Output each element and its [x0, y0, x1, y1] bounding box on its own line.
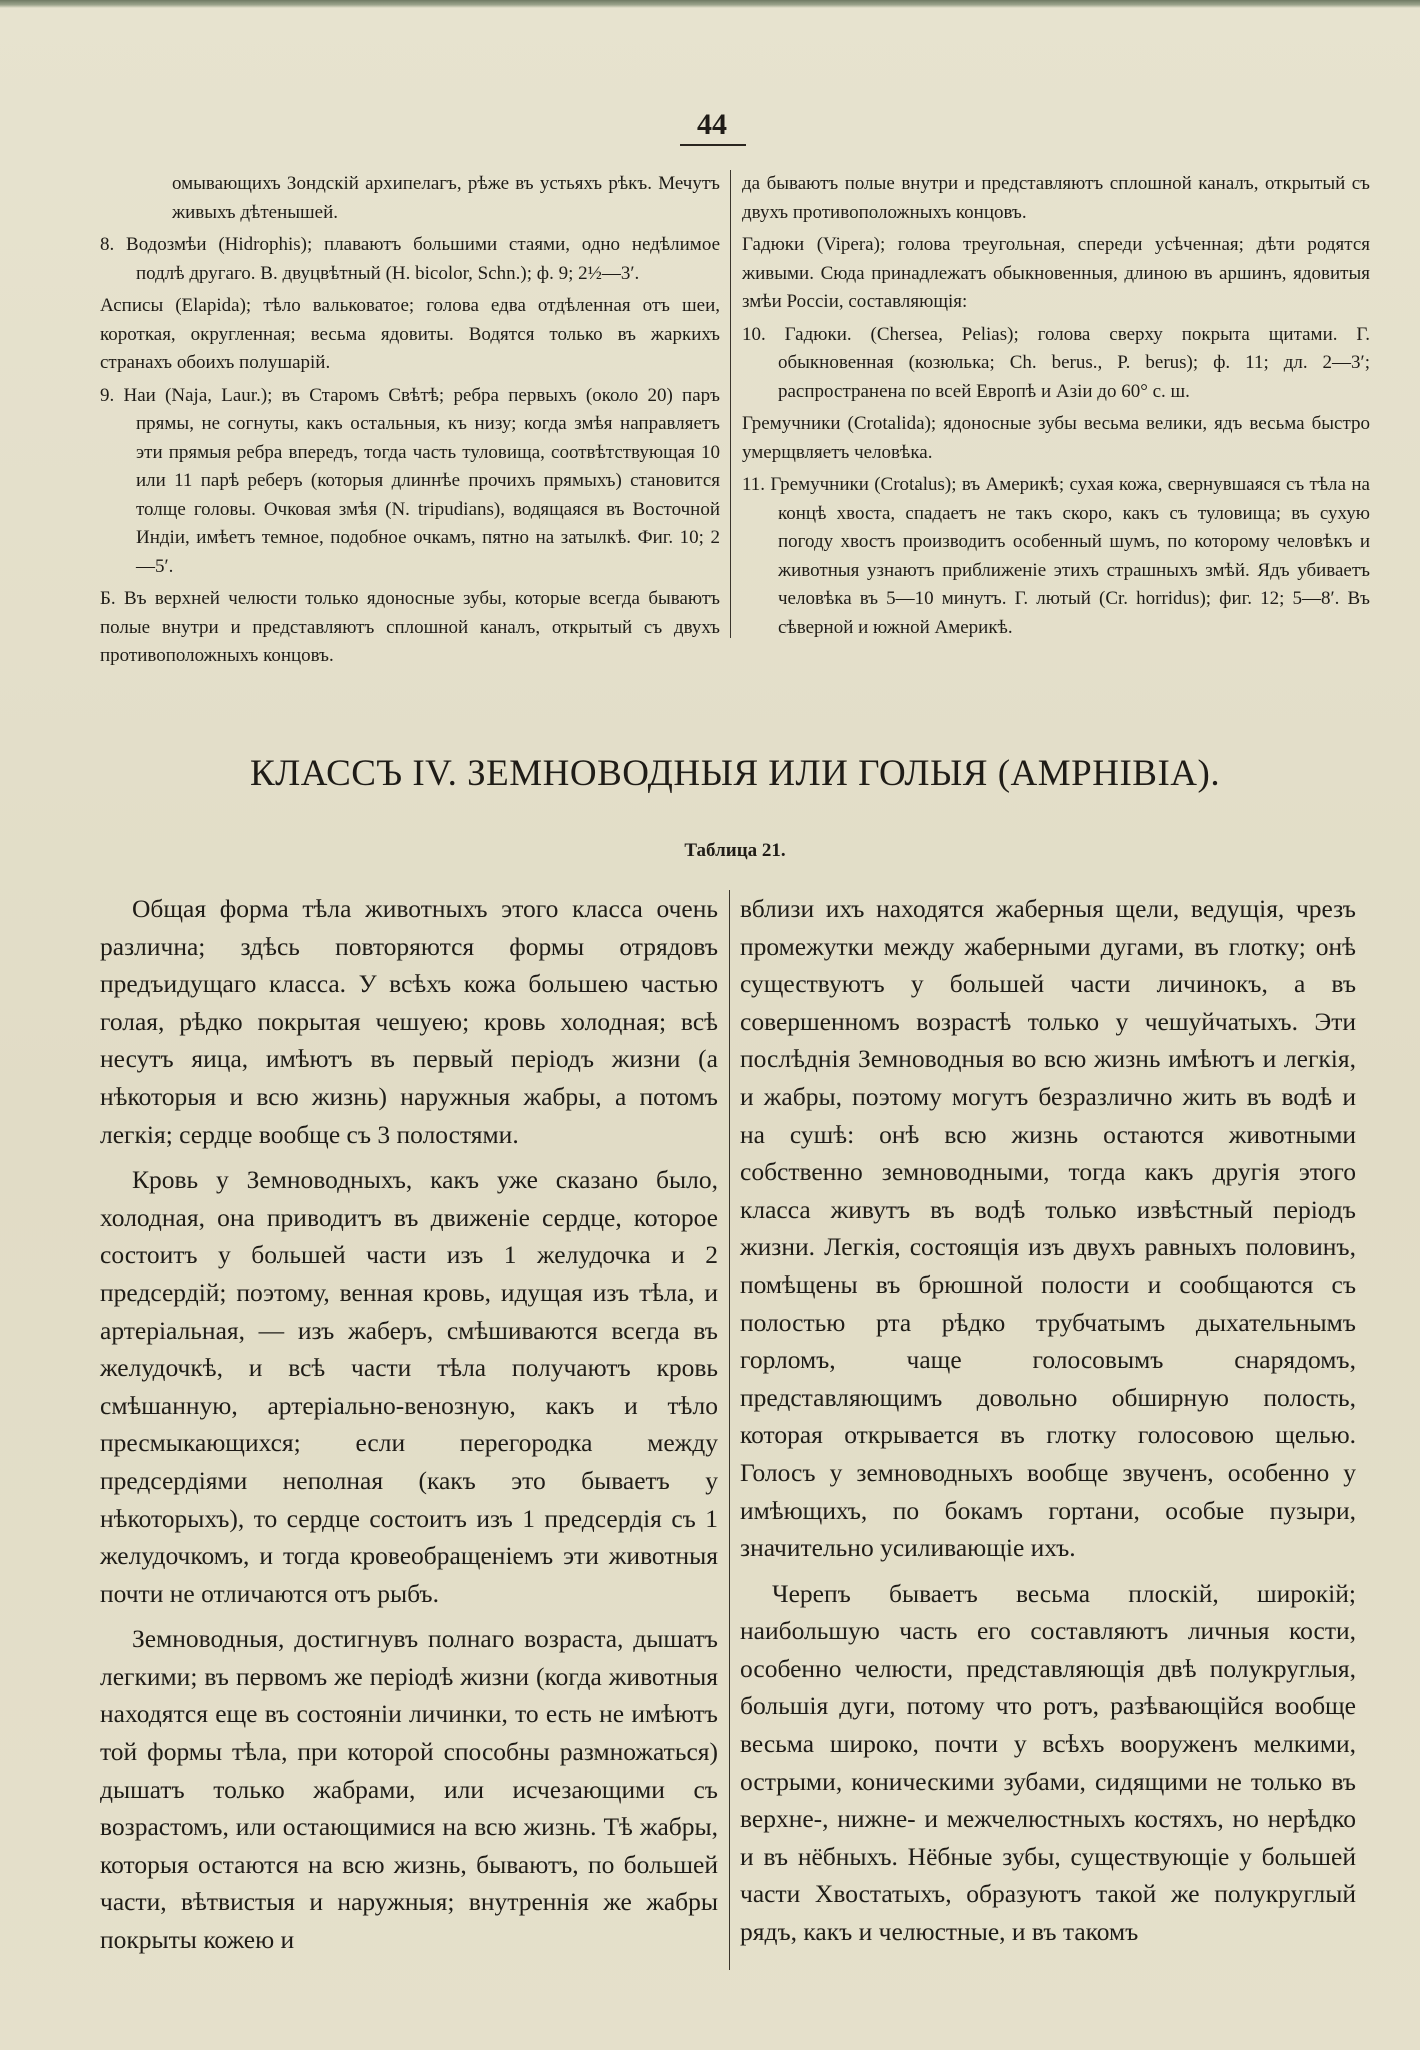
page-number-underline	[680, 144, 746, 146]
class-title: КЛАССЪ IV. ЗЕМНОВОДНЫЯ ИЛИ ГОЛЫЯ (AMPHIBIA).	[249, 753, 1221, 794]
main-left-paragraph-3: Земноводныя, достигнувъ полнаго возраста, дышатъ легкими; въ первомъ же періодѣ жизни (когда животныя находятся еще въ состояніи личинки, то есть не имѣютъ той формы тѣла, при которой способны размножаться) дышатъ только жабрами, или исчезающими съ возрастомъ, или остающимися на всю жизнь. Тѣ жабры, которыя остаются на всю жизнь, бываютъ, по большей части, вѣтвистыя и наружныя; внутреннія же жабры покрыты кожею и	[100, 1624, 718, 1955]
upper-right-paragraph-2: Гадюки (Vipera); голова треугольная, спереди усѣченная; дѣти родятся живыми. Сюда принадлежатъ обыкновенныя, длиною въ аршинъ, ядовитыя змѣи Россіи, составляющія:	[742, 234, 1370, 312]
upper-left-paragraph-2: 8. Водозмѣи (Hidrophis); плаваютъ большими стаями, одно недѣлимое подлѣ другаго. В. двуцвѣтный (H. bicolor, Schn.); ф. 9; 2½—3′.	[100, 234, 720, 284]
upper-left-column	[100, 170, 720, 675]
upper-right-column	[742, 170, 1370, 646]
upper-right-paragraph-5: 11. Гремучники (Crotalus); въ Америкѣ; сухая кожа, свернувшаяся съ тѣла на концѣ хвоста, спадаетъ не такъ скоро, какъ съ туловища; въ сухую погоду хвостъ производитъ особенный шумъ, по которому человѣкъ и животныя узнаютъ приближеніе этихъ страшныхъ змѣй. Ядъ убиваетъ человѣка въ 5—10 минутъ. Г. лютый (Cr. horridus); фиг. 12; 5—8′. Въ сѣверной и южной Америкѣ.	[742, 474, 1370, 638]
upper-right-paragraph-4: Гремучники (Crotalida); ядоносные зубы весьма велики, ядъ весьма быстро умерщвляетъ человѣка.	[742, 413, 1370, 463]
main-right-column	[740, 890, 1356, 1959]
top-border	[0, 0, 1420, 8]
main-left-column	[100, 890, 718, 1967]
main-right-paragraph-1: вблизи ихъ находятся жаберныя щели, ведущія, чрезъ промежутки между жаберными дугами, въ глотку; онѣ существуютъ у большей части личинокъ, а въ совершенномъ возрастѣ только у чешуйчатыхъ. Эти послѣднія Земноводныя во всю жизнь имѣютъ и легкія, и жабры, поэтому могутъ безразлично жить въ водѣ и на сушѣ: онѣ всю жизнь остаются животными собственно земноводными, тогда какъ другія этого класса живутъ въ водѣ только извѣстный періодъ жизни. Легкія, состоящія изъ двухъ равныхъ половинъ, помѣщены въ брюшной полости и сообщаются съ полостью рта рѣдко трубчатымъ дыхательнымъ горломъ, чаще голосовымъ снарядомъ, представляющимъ довольно обширную полость, которая открывается въ глотку голосовою щелью. Голосъ у земноводныхъ вообще звученъ, особенно у имѣющихъ, по бокамъ гортани, особые пузыри, значительно усиливающіе ихъ.	[740, 894, 1356, 1563]
table-reference: Таблица 21.	[684, 840, 786, 861]
upper-left-paragraph-1: омывающихъ Зондскій архипелагъ, рѣже въ устьяхъ рѣкъ. Мечутъ живыхъ дѣтенышей.	[172, 173, 720, 223]
upper-column-divider	[730, 170, 731, 638]
upper-right-paragraph-1: да бываютъ полые внутри и представляютъ сплошной каналъ, открытый съ двухъ противоположныхъ концовъ.	[742, 173, 1370, 223]
main-column-divider	[729, 890, 730, 1970]
upper-left-paragraph-3: Асписы (Elapida); тѣло вальковатое; голова едва отдѣленная отъ шеи, короткая, округленная; весьма ядовиты. Водятся только въ жаркихъ странахъ обоихъ полушарій.	[100, 295, 720, 373]
main-right-paragraph-2: Черепъ бываетъ весьма плоскій, широкій; наибольшую часть его составляютъ личныя кости, особенно челюсти, представляющія двѣ полукруглыя, большія дуги, потому что ротъ, разѣвающійся вообще весьма широко, почти у всѣхъ вооруженъ мелкими, острыми, коническими зубами, сидящими не только въ верхне-, нижне- и межчелюстныхъ костяхъ, но нерѣдко и въ нёбныхъ. Нёбные зубы, существующіе у большей части Хвостатыхъ, образуютъ такой же полукруглый рядъ, какъ и челюстные, и въ такомъ	[740, 1578, 1356, 1947]
main-left-paragraph-1: Общая форма тѣла животныхъ этого класса очень различна; здѣсь повторяются формы отрядовъ предъидущаго класса. У всѣхъ кожа большею частью голая, рѣдко покрытая чешуею; кровь холодная; всѣ несутъ яица, имѣютъ въ первый періодъ жизни (а нѣкоторыя и всю жизнь) наружныя жабры, а потомъ легкія; сердце вообще съ 3 полостями.	[100, 894, 718, 1149]
upper-left-paragraph-4: 9. Наи (Naja, Laur.); въ Старомъ Свѣтѣ; ребра первыхъ (около 20) паръ прямы, не согнуты, какъ остальныя, къ низу; когда змѣя направляетъ эти прямыя ребра впередъ, тогда часть туловища, соотвѣтствующая 10 или 11 парѣ реберъ (которыя длиннѣе прочихъ прямыхъ) становится толще головы. Очковая змѣя (N. tripudians), водящаяся въ Восточной Индіи, имѣетъ темное, подобное очкамъ, пятно на затылкѣ. Фиг. 10; 2—5′.	[100, 384, 720, 577]
upper-right-paragraph-3: 10. Гадюки. (Chersea, Pelias); голова сверху покрыта щитами. Г. обыкновенная (козюлька; Ch. berus., P. berus); ф. 11; дл. 2—3′; распространена по всей Европѣ и Азіи до 60° с. ш.	[742, 323, 1370, 402]
main-left-paragraph-2: Кровь у Земноводныхъ, какъ уже сказано было, холодная, она приводитъ въ движеніе сердце, которое состоитъ у большей части изъ 1 желудочка и 2 предсердій; поэтому, венная кровь, идущая изъ тѣла, и артеріальная, — изъ жаберъ, смѣшиваются всегда въ желудочкѣ, и всѣ части тѣла получаютъ кровь смѣшанную, артеріально-венозную, какъ и тѣло пресмыкающихся; если перегородка между предсердіями неполная (какъ это бываетъ у нѣкоторыхъ), то сердце состоитъ изъ 1 предсердія съ 1 желудочкомъ, и тогда кровеобращеніемъ эти животныя почти не отличаются отъ рыбъ.	[100, 1165, 718, 1608]
upper-left-paragraph-5: Б. Въ верхней челюсти только ядоносные зубы, которые всегда бываютъ полые внутри и представляютъ сплошной каналъ, открытый съ двухъ противоположныхъ концовъ.	[100, 588, 720, 666]
page-number: 44	[697, 108, 727, 141]
